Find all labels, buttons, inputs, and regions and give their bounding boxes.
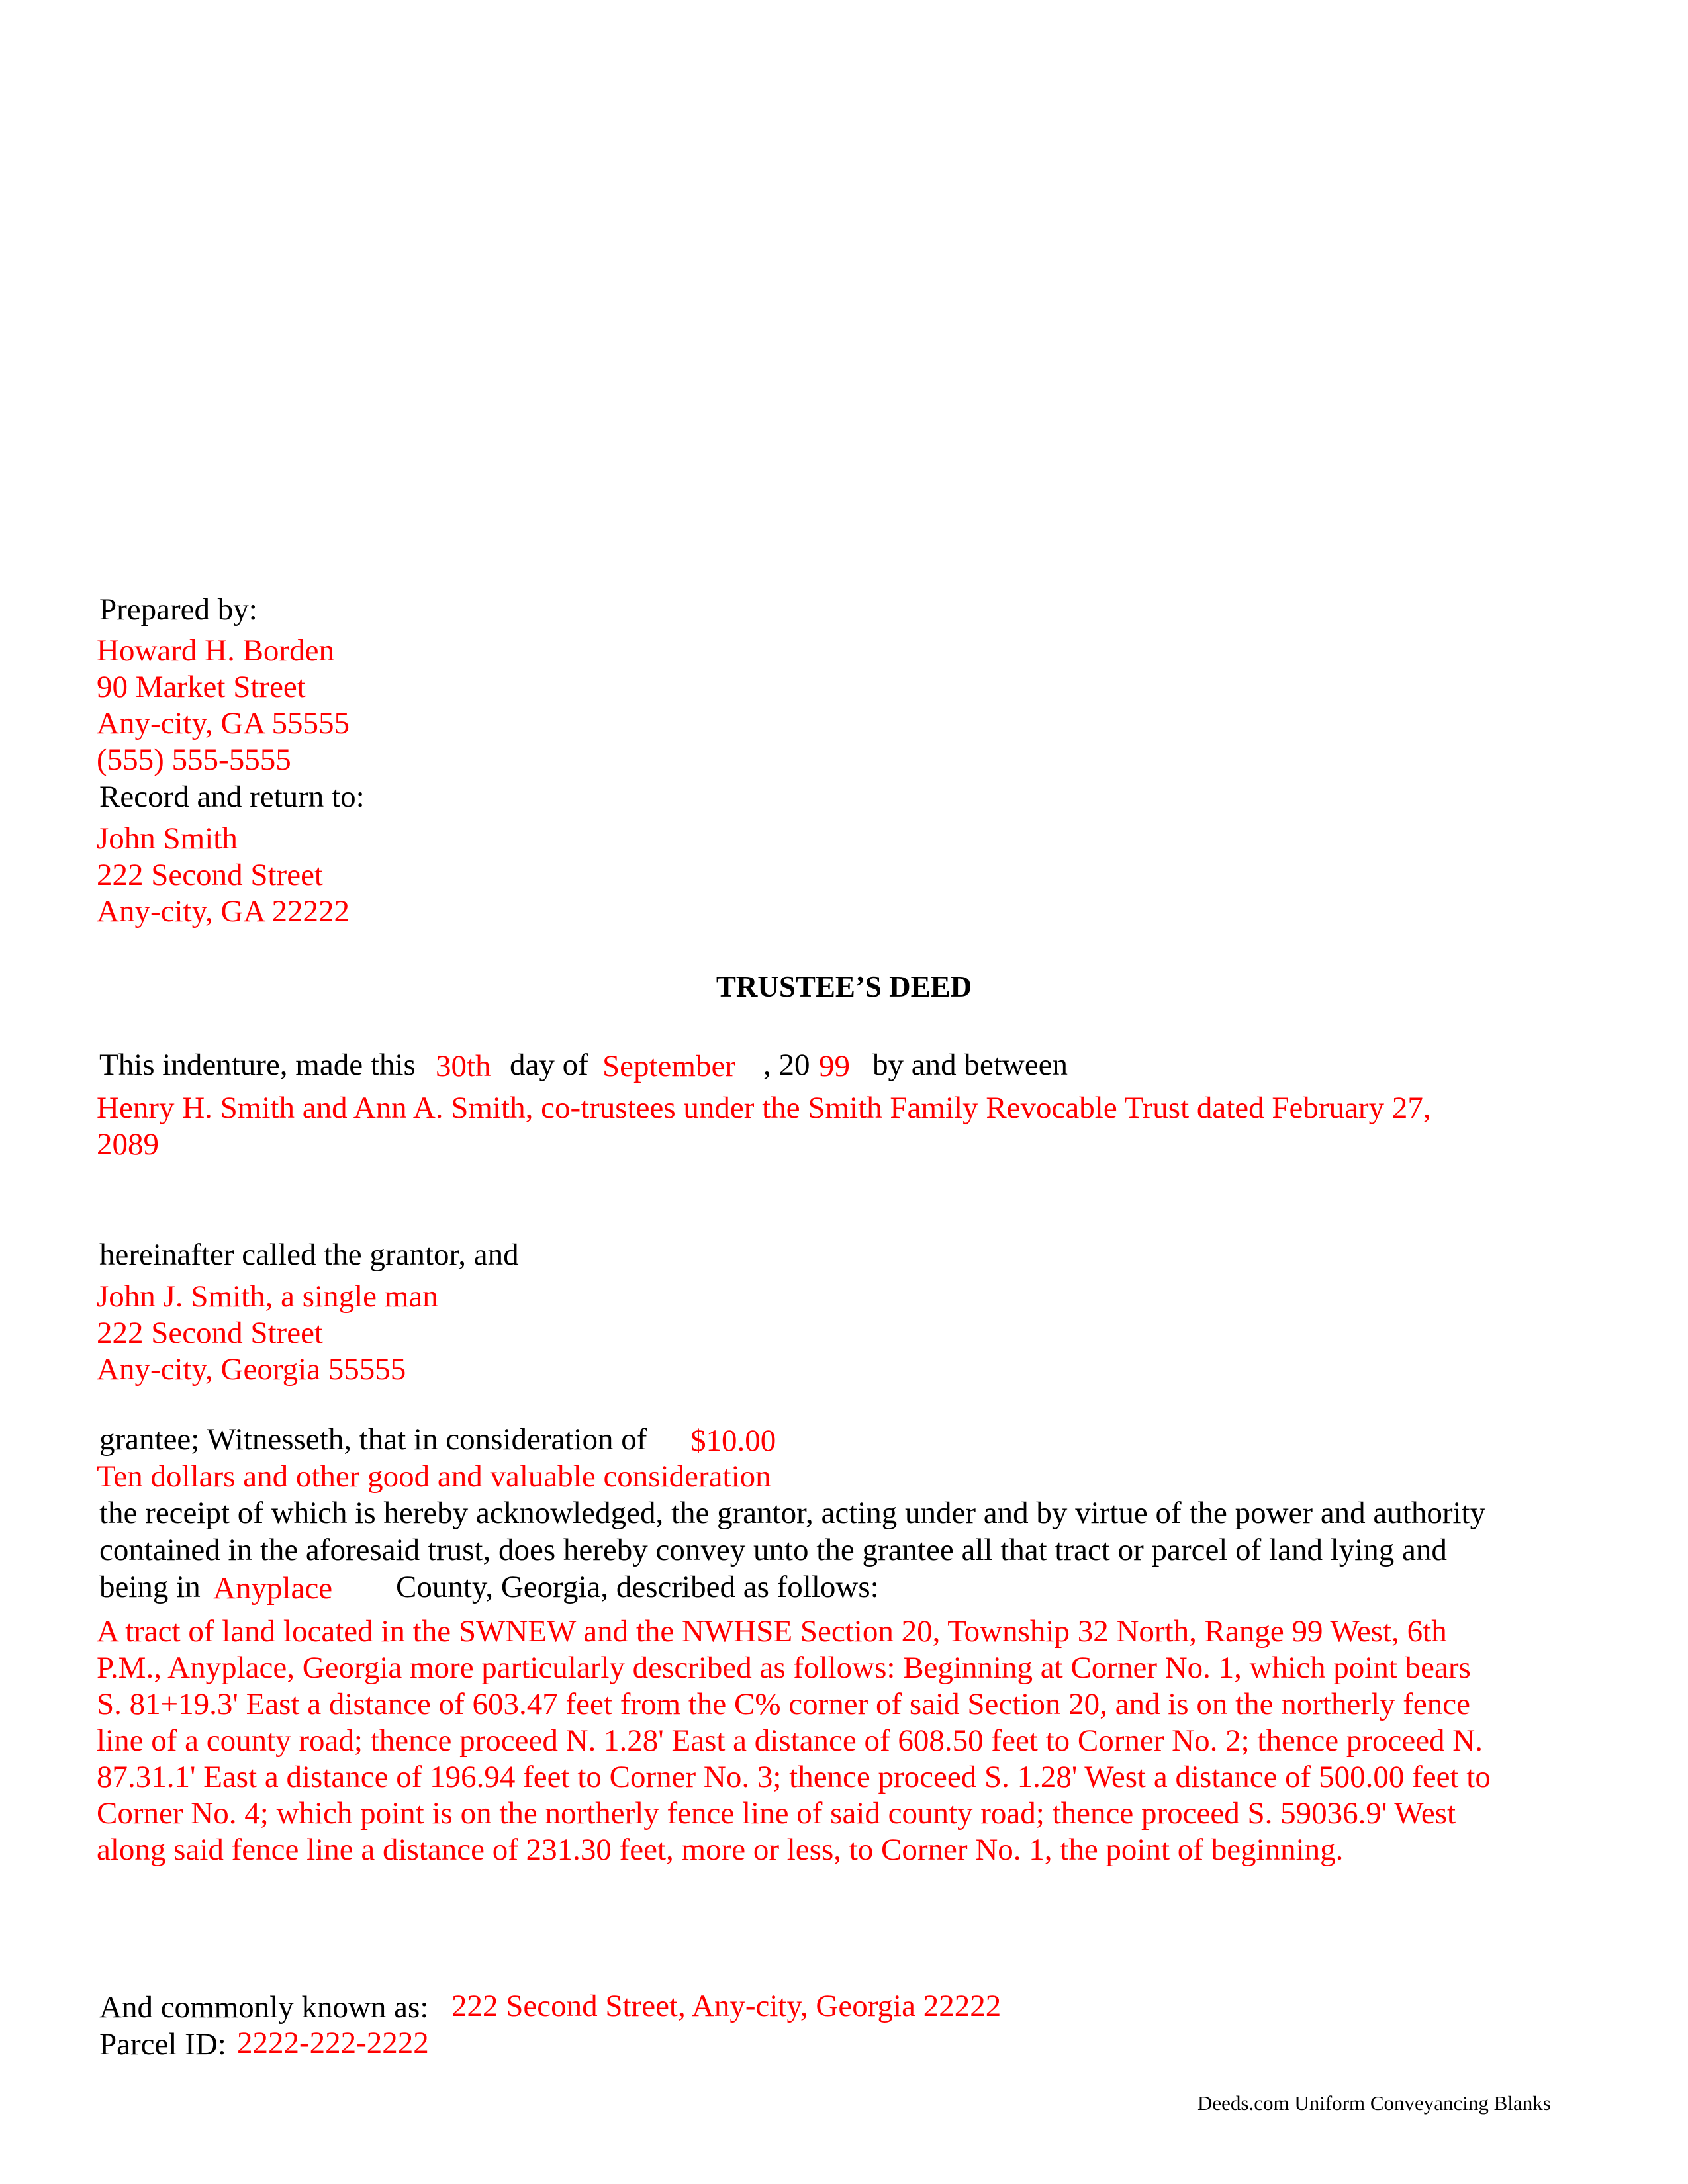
grantee-city: Any-city, Georgia 55555 xyxy=(97,1352,406,1387)
preparer-name: Howard H. Borden xyxy=(97,633,334,668)
indenture-day: 30th xyxy=(436,1049,491,1083)
prepared-by-label: Prepared by: xyxy=(99,592,258,627)
return-to-label: Record and return to: xyxy=(99,780,365,814)
preparer-city: Any-city, GA 55555 xyxy=(97,706,350,741)
legal-description-line: A tract of land located in the SWNEW and the NWHSE Section 20, Township 32 North, Range 99 West, 6th xyxy=(97,1614,1447,1649)
consideration-amount: $10.00 xyxy=(690,1424,776,1458)
county-name: Anyplace xyxy=(213,1571,333,1606)
indenture-day-of: day of xyxy=(510,1048,588,1082)
indenture-year-prefix: , 20 xyxy=(763,1048,810,1082)
known-as-label: And commonly known as: xyxy=(99,1990,429,2025)
grantor-called: hereinafter called the grantor, and xyxy=(99,1238,519,1272)
return-to-name: John Smith xyxy=(97,821,238,856)
grantor-line-2: 2089 xyxy=(97,1127,159,1161)
legal-description-line: Corner No. 4; which point is on the northerly fence line of said county road; thence proceed S. 59036.9' West xyxy=(97,1796,1456,1831)
known-as-address: 222 Second Street, Any-city, Georgia 22222 xyxy=(451,1989,1002,2023)
conveyance-line-2: contained in the aforesaid trust, does hereby convey unto the grantee all that tract or parcel of land lying and xyxy=(99,1533,1447,1567)
grantee-name: John J. Smith, a single man xyxy=(97,1279,438,1314)
grantee-street: 222 Second Street xyxy=(97,1316,323,1350)
legal-description-line: 87.31.1' East a distance of 196.94 feet to Corner No. 3; thence proceed S. 1.28' West a distance of 500.00 feet to xyxy=(97,1760,1491,1794)
legal-description-line: P.M., Anyplace, Georgia more particularly described as follows: Beginning at Corner No. 1, which point bears xyxy=(97,1651,1471,1685)
preparer-phone: (555) 555-5555 xyxy=(97,743,291,777)
conveyance-line-3-tail: County, Georgia, described as follows: xyxy=(396,1570,879,1604)
legal-description-line: along said fence line a distance of 231.30 feet, more or less, to Corner No. 1, the point of beginning. xyxy=(97,1833,1344,1867)
return-to-city: Any-city, GA 22222 xyxy=(97,894,350,929)
indenture-year-suffix: 99 xyxy=(819,1049,850,1083)
indenture-month: September xyxy=(602,1049,735,1083)
footer-credit: Deeds.com Uniform Conveyancing Blanks xyxy=(1197,2091,1551,2115)
grantor-line-1: Henry H. Smith and Ann A. Smith, co-trustees under the Smith Family Revocable Trust dated February 27, xyxy=(97,1091,1431,1125)
document-title: TRUSTEE’S DEED xyxy=(716,970,972,1003)
indenture-by-and-between: by and between xyxy=(872,1048,1068,1082)
conveyance-line-1: the receipt of which is hereby acknowledged, the grantor, acting under and by virtue of the power and authority xyxy=(99,1496,1486,1530)
parcel-id-label: Parcel ID: xyxy=(99,2027,226,2062)
legal-description-line: S. 81+19.3' East a distance of 603.47 feet from the C% corner of said Section 20, and is on the northerly fence xyxy=(97,1687,1470,1721)
conveyance-line-3-lead: being in xyxy=(99,1570,201,1604)
preparer-street: 90 Market Street xyxy=(97,670,306,704)
indenture-lead: This indenture, made this xyxy=(99,1048,416,1082)
legal-description-line: line of a county road; thence proceed N. 1.28' East a distance of 608.50 feet to Corner No. 2; thence proceed N. xyxy=(97,1723,1483,1758)
consideration-lead: grantee; Witnesseth, that in consideration of xyxy=(99,1422,647,1457)
return-to-street: 222 Second Street xyxy=(97,858,323,892)
consideration-words: Ten dollars and other good and valuable consideration xyxy=(97,1459,771,1494)
parcel-id: 2222-222-2222 xyxy=(237,2026,429,2060)
